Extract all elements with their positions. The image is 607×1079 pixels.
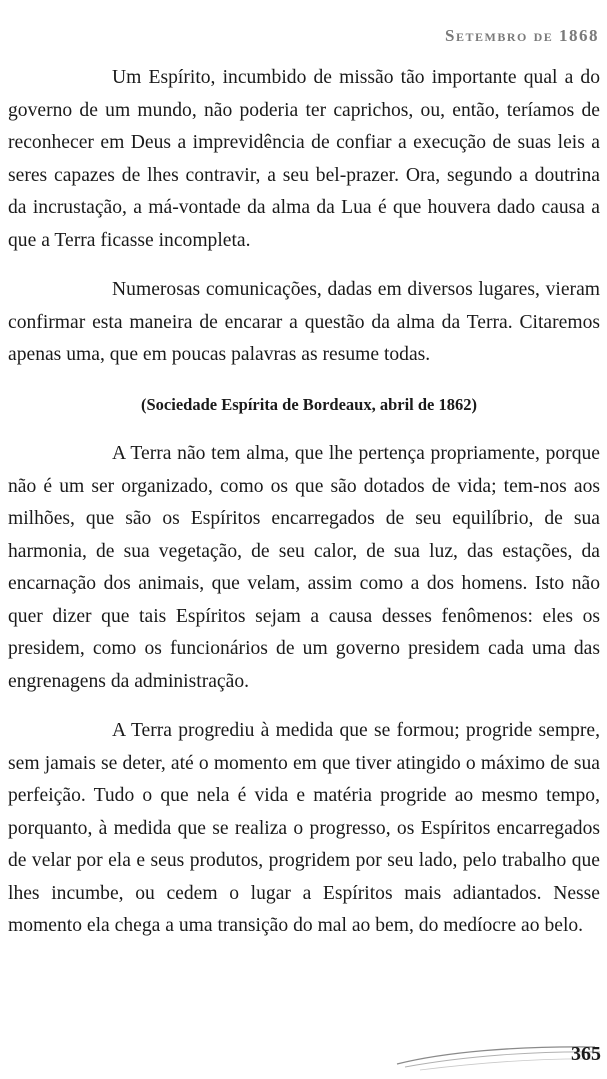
communication-source-caption: (Sociedade Espírita de Bordeaux, abril de 1862) (141, 394, 477, 414)
paragraph: Um Espírito, incumbido de missão tão importante qual a do governo de um mundo, não poderia ter caprichos, ou, então, teríamos de reconhecer em Deus a imprevidência de confiar a execução de suas leis a seres capazes de lhes contravir, a seu bel-prazer. Ora, segundo a doutrina da incrustação, a má-vontade da alma da Lua é que houvera dado causa a que a Terra ficasse incompleta. (8, 67, 600, 251)
page-body (8, 62, 600, 943)
running-header: Setembro de 1868 (445, 26, 599, 45)
page-number: 365 (571, 1043, 601, 1065)
quoted-paragraph: A Terra progrediu à medida que se formou; progride sempre, sem jamais se deter, até o momento em que tiver atingido o máximo de sua perfeição. Tudo o que nela é vida e matéria progride ao mesmo tempo, porquanto, à medida que se realiza o progresso, os Espíritos encarregados de velar por ela e seus produtos, progridem por seu lado, pelo trabalho que lhes incumbe, ou cedem o lugar a Espíritos mais adiantados. Nesse momento ela chega a uma transição do mal ao bem, do medíocre ao belo. (8, 720, 600, 936)
quoted-paragraph: A Terra não tem alma, que lhe pertença propriamente, porque não é um ser organizado, como os que são dotados de vida; tem-nos aos milhões, que são os Espíritos encarregados de seu equilíbrio, de sua harmonia, de sua vegetação, de seu calor, de sua luz, das estações, da encarnação dos animais, que velam, assim como a dos homens. Isto não quer dizer que tais Espíritos sejam a causa desses fenômenos: eles os presidem, como os funcionários de um governo presidem cada uma das engrenagens da administração. (8, 443, 600, 692)
paragraph: Numerosas comunicações, dadas em diversos lugares, vieram confirmar esta maneira de encarar a questão da alma da Terra. Citaremos apenas uma, que em poucas palavras as resume todas. (8, 279, 600, 365)
